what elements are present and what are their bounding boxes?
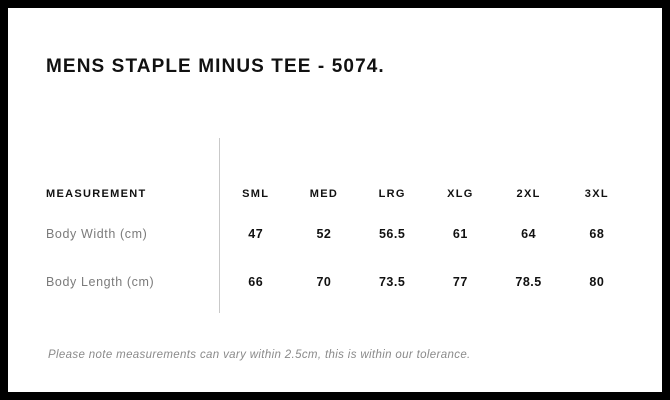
column-header-3xl: 3XL — [584, 188, 609, 200]
table-row — [46, 258, 631, 306]
row-label-body-length: Body Length (cm) — [46, 275, 155, 289]
cell-body-length-sml: 66 — [248, 275, 264, 289]
cell-body-length-med: 70 — [316, 275, 332, 289]
page-title: MENS STAPLE MINUS TEE - 5074. — [46, 56, 385, 77]
row-label-body-width: Body Width (cm) — [46, 227, 148, 241]
cell-body-width-xlg: 61 — [452, 227, 468, 241]
cell-body-length-3xl: 80 — [589, 275, 605, 289]
column-header-lrg: LRG — [378, 188, 406, 200]
cell-body-length-xlg: 77 — [452, 275, 468, 289]
size-chart-page — [8, 8, 662, 392]
column-header-measurement: MEASUREMENT — [46, 188, 147, 200]
column-header-xlg: XLG — [447, 188, 474, 200]
cell-body-width-med: 52 — [316, 227, 332, 241]
cell-body-width-sml: 47 — [248, 227, 264, 241]
cell-body-length-lrg: 73.5 — [378, 275, 406, 289]
tolerance-note: Please note measurements can vary within 2.5cm, this is within our tolerance. — [48, 349, 471, 361]
size-chart-table — [46, 138, 631, 306]
cell-body-width-2xl: 64 — [521, 227, 537, 241]
column-header-sml: SML — [242, 188, 270, 200]
column-header-2xl: 2XL — [516, 188, 541, 200]
cell-body-length-2xl: 78.5 — [515, 275, 542, 289]
table-row — [46, 210, 631, 258]
table-header-row — [46, 138, 631, 210]
cell-body-width-lrg: 56.5 — [378, 227, 406, 241]
cell-body-width-3xl: 68 — [589, 227, 605, 241]
column-header-med: MED — [309, 188, 339, 200]
